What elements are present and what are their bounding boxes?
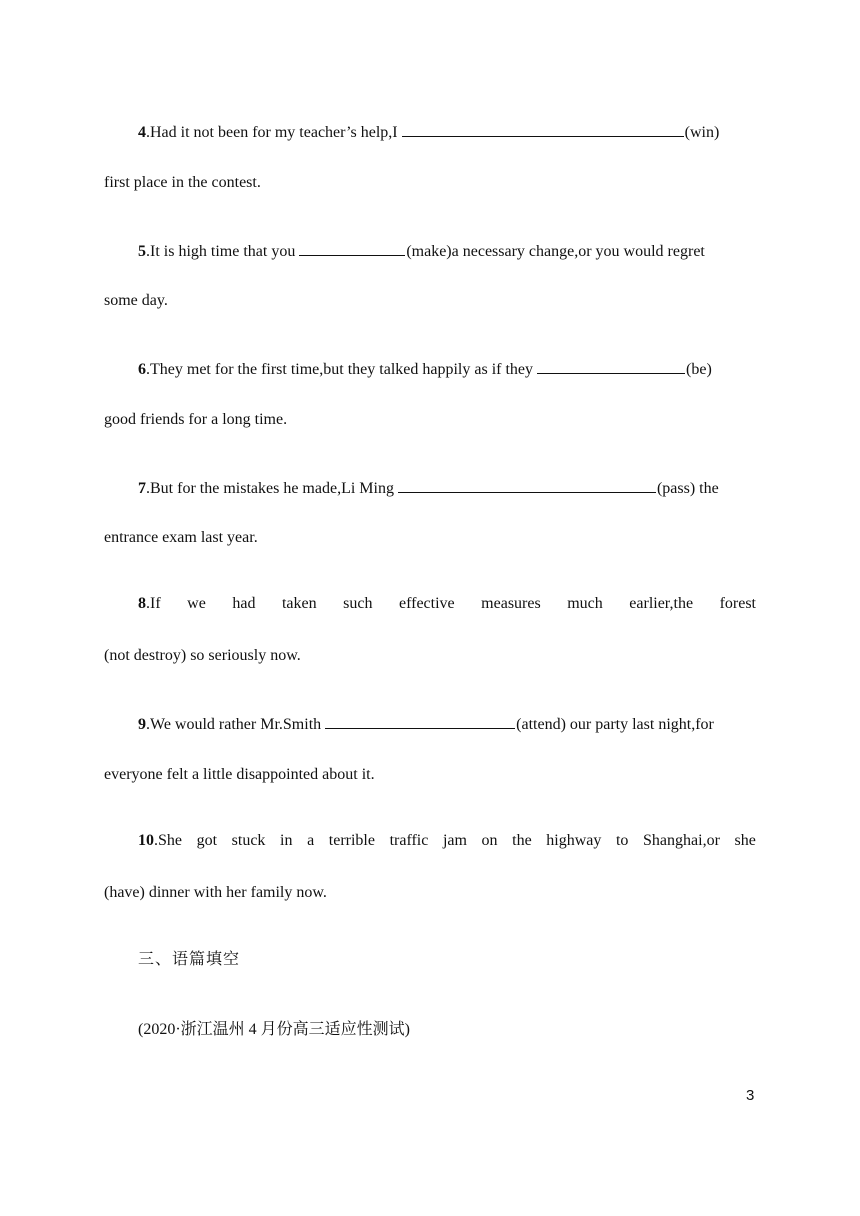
answer-blank[interactable] [325, 711, 515, 729]
question-word: the [512, 832, 532, 849]
question-10-line-2: (have) dinner with her family now. [104, 884, 327, 901]
question-9-line-1 [138, 711, 756, 733]
question-word: jam [442, 832, 467, 849]
question-4-line-2: first place in the contest. [104, 174, 261, 191]
question-lead [138, 593, 161, 615]
question-text: .Had it not been for my teacher’s help,I [146, 124, 398, 141]
question-number: 4 [138, 124, 146, 141]
question-word: on [481, 832, 498, 849]
section-heading: 三、语篇填空 [138, 949, 241, 968]
question-word: .She [154, 832, 182, 849]
question-number: 8 [138, 595, 146, 612]
question-word: we [187, 595, 206, 612]
question-number: 6 [138, 361, 146, 378]
question-text: (be) [686, 361, 712, 378]
question-word: taken [281, 595, 317, 612]
page-number: 3 [746, 1087, 755, 1104]
question-text: (pass) the [656, 480, 719, 497]
question-5-line-2: some day. [104, 292, 168, 309]
question-word: got [196, 832, 218, 849]
question-text: .It is high time that you [146, 243, 296, 260]
question-number: 10 [138, 832, 154, 849]
question-5-line-1 [138, 238, 756, 260]
question-text: .But for the mistakes he made,Li Ming [146, 480, 394, 497]
question-text: .They met for the first time,but they talked happily as if they [146, 361, 534, 378]
answer-blank[interactable] [537, 356, 685, 374]
question-7-line-1 [138, 475, 756, 497]
question-word: effective [398, 595, 455, 612]
question-word: traffic [389, 832, 429, 849]
question-word: such [343, 595, 373, 612]
question-word: stuck [231, 832, 266, 849]
question-8-line-2: (not destroy) so seriously now. [104, 647, 301, 664]
question-8-line-1 [138, 593, 756, 615]
question-7-line-2: entrance exam last year. [104, 529, 258, 546]
answer-blank[interactable] [398, 475, 656, 493]
question-word: .If [146, 595, 161, 612]
source-note: (2020·浙江温州 4 月份高三适应性测试) [138, 1021, 410, 1038]
question-word: had [232, 595, 256, 612]
answer-blank[interactable] [402, 119, 684, 137]
question-word: terrible [328, 832, 375, 849]
question-word: to [615, 832, 629, 849]
question-word: a [307, 832, 315, 849]
question-text: (win) [684, 124, 720, 141]
question-number: 5 [138, 243, 146, 260]
question-word: forest [719, 595, 756, 612]
question-9-line-2: everyone felt a little disappointed about it. [104, 766, 375, 783]
question-word: much [567, 595, 603, 612]
question-word: in [280, 832, 293, 849]
question-6-line-2: good friends for a long time. [104, 411, 288, 428]
question-word: Shanghai,or [643, 832, 720, 849]
question-6-line-1 [138, 356, 756, 378]
question-lead [138, 830, 182, 852]
question-word: earlier,the [629, 595, 694, 612]
question-4-line-1 [138, 119, 756, 141]
question-text: (make)a necessary change,or you would regret [406, 243, 705, 260]
question-text: .We would rather Mr.Smith [146, 716, 322, 733]
question-number: 9 [138, 716, 146, 733]
answer-blank[interactable] [299, 238, 405, 256]
question-text: (attend) our party last night,for [516, 716, 714, 733]
question-word: measures [481, 595, 541, 612]
question-word: she [734, 832, 756, 849]
question-word: highway [546, 832, 602, 849]
question-10-line-1 [138, 830, 756, 852]
question-number: 7 [138, 480, 146, 497]
